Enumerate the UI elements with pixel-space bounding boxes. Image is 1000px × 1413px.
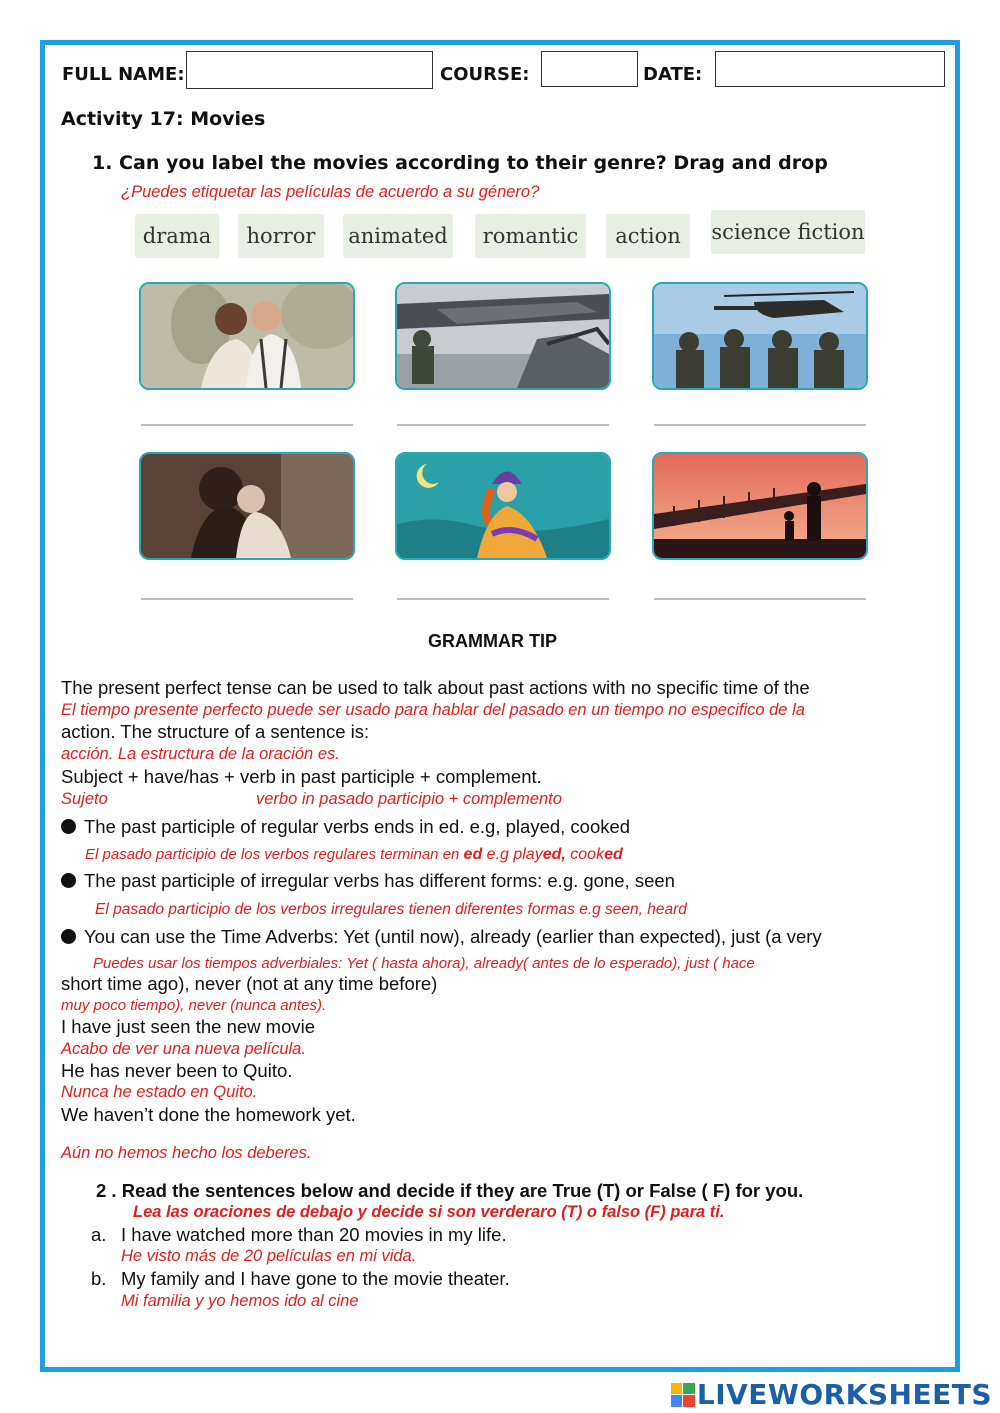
bullet-regular-text: The past participle of regular verbs ends in ed. e.g, played, cooked [84,816,631,837]
question2-item-a-text: I have watched more than 20 movies in my life. [121,1224,507,1245]
animated-witch-image [395,452,611,560]
bullet-adverbs [61,926,822,948]
liveworksheets-logo-icon [671,1383,695,1407]
question2-translation: Lea las oraciones de debajo y decide si son verderaro (T) o falso (F) para ti. [133,1203,725,1221]
action-soldiers-helicopter-image [652,282,868,390]
bullet-irregular-es: El pasado participio de los verbos irregulares tienen diferentes formas e.g seen, heard [95,901,687,918]
genre-chip-romantic[interactable]: romantic [475,214,586,258]
bullet-adverbs-cont-es: muy poco tiempo), never (nunca antes). [61,997,327,1014]
course-input[interactable] [541,51,638,87]
genre-chip-action[interactable]: action [606,214,690,258]
bullet-regular-es-ed2: ed, [542,846,566,863]
answer-line-4[interactable] [141,598,353,600]
grammar-structure-es-subject: Sujeto [61,790,108,808]
question2-item-b-text: My family and I have gone to the movie theater. [121,1268,510,1289]
example-2-es: Nunca he estado en Quito. [61,1083,258,1101]
date-label: DATE: [643,64,703,85]
bullet-adverbs-cont: short time ago), never (not at any time before) [61,973,438,994]
activity-title: Activity 17: Movies [61,108,266,130]
liveworksheets-logo-text: LIVEWORKSHEETS [696,1378,992,1411]
question1-text: 1. Can you label the movies according to their genre? Drag and drop [92,152,828,174]
answer-line-5[interactable] [397,598,609,600]
bullet-adverbs-es: Puedes usar los tiempos adverbiales: Yet ( hasta ahora), already( antes de lo esperado), just ( hace [93,955,755,972]
grammar-line-2-es: acción. La estructura de la oración es. [61,745,340,763]
bullet-regular-es [85,846,623,864]
full-name-label: FULL NAME: [62,64,185,85]
drama-sunset-family-image [652,452,868,560]
bullet-icon [61,819,76,834]
grammar-structure-es-rest: verbo in pasado participio + complemento [256,790,562,808]
question2-item-a-letter: a. [91,1224,107,1245]
question2-item-a-es: He visto más de 20 películas en mi vida. [121,1247,417,1265]
grammar-structure: Subject + have/has + verb in past participle + complement. [61,766,542,787]
example-1: I have just seen the new movie [61,1016,316,1037]
example-3-es: Aún no hemos hecho los deberes. [61,1144,312,1162]
date-input[interactable] [715,51,945,87]
romance-couple-image [139,282,355,390]
answer-line-1[interactable] [141,424,353,426]
bullet-icon [61,929,76,944]
question2-item-b-letter: b. [91,1268,107,1289]
genre-chip-science-fiction[interactable]: science fiction [711,210,865,254]
question2-text: 2 . Read the sentences below and decide if they are True (T) or False ( F) for you. [96,1180,804,1201]
grammar-line-1-es: El tiempo presente perfecto puede ser usado para hablar del pasado en un tiempo no especifico de la [61,701,805,719]
bullet-adverbs-text: You can use the Time Adverbs: Yet (until now), already (earlier than expected), just (a very [84,926,822,947]
question2-item-b-es: Mi familia y yo hemos ido al cine [121,1292,359,1310]
liveworksheets-logo [671,1378,992,1411]
bullet-irregular-text: The past participle of irregular verbs has different forms: e.g. gone, seen [84,870,675,891]
answer-line-6[interactable] [654,598,866,600]
horror-couple-image [139,452,355,560]
bullet-regular-es-c: cook [565,846,605,863]
full-name-input[interactable] [186,51,433,89]
grammar-line-1: The present perfect tense can be used to talk about past actions with no specific time of the [61,677,810,698]
genre-chip-drama[interactable]: drama [135,214,219,258]
question1-translation: ¿Puedes etiquetar las películas de acuerdo a su género? [121,183,540,201]
bullet-regular-es-b: e.g play [482,846,543,863]
bullet-irregular [61,870,675,892]
science-fiction-spaceship-image [395,282,611,390]
example-1-es: Acabo de ver una nueva película. [61,1040,306,1058]
bullet-icon [61,873,76,888]
grammar-tip-heading: GRAMMAR TIP [428,631,557,651]
answer-line-3[interactable] [654,424,866,426]
example-3: We haven’t done the homework yet. [61,1104,356,1125]
genre-chip-horror[interactable]: horror [238,214,324,258]
answer-line-2[interactable] [397,424,609,426]
bullet-regular-es-a: El pasado participio de los verbos regulares terminan en [85,846,464,863]
bullet-regular [61,816,630,838]
example-2: He has never been to Quito. [61,1060,293,1081]
bullet-regular-es-ed3: ed [604,846,623,863]
bullet-regular-es-ed: ed [463,846,483,863]
genre-chip-animated[interactable]: animated [343,214,453,258]
course-label: COURSE: [440,64,530,85]
grammar-line-2: action. The structure of a sentence is: [61,721,370,742]
